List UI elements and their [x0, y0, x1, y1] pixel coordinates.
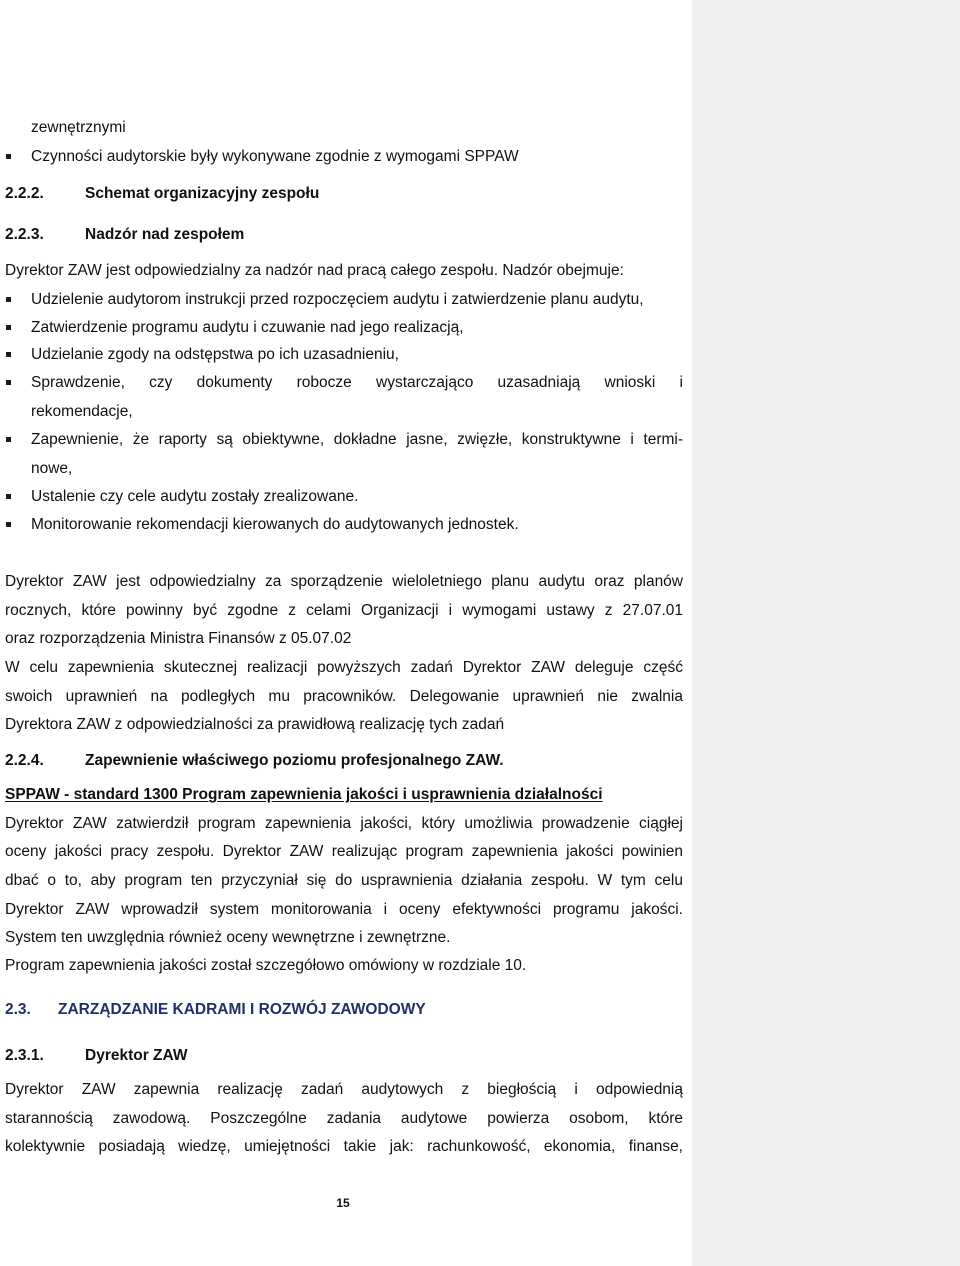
- paragraph-line: oraz rozporządzenia Ministra Finansów z 05.07.02: [5, 630, 352, 647]
- paragraph-line: Dyrektora ZAW z odpowiedzialności za prawidłową realizację tych zadań: [5, 716, 505, 733]
- paragraph-line: Program zapewnienia jakości został szczegółowo omówiony w rozdziale 10.: [5, 957, 527, 974]
- page-number: 15: [336, 1196, 350, 1210]
- paragraph-line: Dyrektor ZAW zatwierdził program zapewnienia jakości, który umożliwia prowadzenie ciągłej: [5, 815, 683, 832]
- list-item-continuation: rekomendacje,: [31, 403, 133, 420]
- bullet-icon: [6, 352, 11, 357]
- list-item: Zapewnienie, że raporty są obiektywne, dokładne jasne, zwięzłe, konstruktywne i termi-: [31, 431, 683, 448]
- paragraph-line: Dyrektor ZAW zapewnia realizację zadań audytowych z biegłością i odpowiednią: [5, 1081, 683, 1098]
- section-number: 2.3.1.: [5, 1047, 44, 1064]
- paragraph-line: swoich uprawnień na podległych mu pracowników. Delegowanie uprawnień nie zwalnia: [5, 688, 683, 705]
- section-heading: Zapewnienie właściwego poziomu profesjonalnego ZAW.: [85, 752, 504, 769]
- bullet-icon: [6, 437, 11, 442]
- paragraph-line: Dyrektor ZAW jest odpowiedzialny za nadzór nad pracą całego zespołu. Nadzór obejmuje:: [5, 262, 624, 279]
- paragraph-line: starannością zawodową. Poszczególne zadania audytowe powierza osobom, które: [5, 1110, 683, 1127]
- paragraph-line: rocznych, które powinny być zgodne z celami Organizacji i wymogami ustawy z 27.07.01: [5, 602, 683, 619]
- paragraph-line: oceny jakości pracy zespołu. Dyrektor ZAW realizując program zapewnienia jakości powinien: [5, 843, 683, 860]
- bullet-icon: [6, 325, 11, 330]
- section-number: 2.2.4.: [5, 752, 44, 769]
- section-heading: Dyrektor ZAW: [85, 1047, 188, 1064]
- chapter-heading: ZARZĄDZANIE KADRAMI I ROZWÓJ ZAWODOWY: [58, 1001, 426, 1018]
- list-item: Udzielenie audytorom instrukcji przed rozpoczęciem audytu i zatwierdzenie planu audytu,: [31, 291, 644, 308]
- chapter-number: 2.3.: [5, 1001, 31, 1018]
- list-item: Sprawdzenie, czy dokumenty robocze wystarczająco uzasadniają wnioski i: [31, 374, 683, 391]
- paragraph-line: dbać o to, aby program ten przyczyniał się do usprawnienia działania zespołu. W tym celu: [5, 872, 683, 889]
- continued-list-text: zewnętrznymi: [31, 119, 126, 136]
- list-item: Monitorowanie rekomendacji kierowanych do audytowanych jednostek.: [31, 516, 519, 533]
- bullet-icon: [6, 522, 11, 527]
- paragraph-line: Dyrektor ZAW jest odpowiedzialny za sporządzenie wieloletniego planu audytu oraz planów: [5, 573, 683, 590]
- section-number: 2.2.3.: [5, 226, 44, 243]
- bullet-icon: [6, 494, 11, 499]
- bullet-icon: [6, 154, 11, 159]
- list-item-continuation: nowe,: [31, 460, 73, 477]
- standard-heading: SPPAW - standard 1300 Program zapewnienia jakości i usprawnienia działalności: [5, 786, 603, 803]
- list-item: Zatwierdzenie programu audytu i czuwanie nad jego realizacją,: [31, 319, 464, 336]
- section-heading: Nadzór nad zespołem: [85, 226, 245, 243]
- comment-pane: [692, 0, 960, 1266]
- paragraph-line: Dyrektor ZAW wprowadził system monitorowania i oceny efektywności programu jakości.: [5, 901, 683, 918]
- paragraph-line: System ten uwzględnia również oceny wewnętrzne i zewnętrzne.: [5, 929, 451, 946]
- section-heading: Schemat organizacyjny zespołu: [85, 185, 320, 202]
- section-number: 2.2.2.: [5, 185, 44, 202]
- list-item: Ustalenie czy cele audytu zostały zrealizowane.: [31, 488, 359, 505]
- paragraph-line: W celu zapewnienia skutecznej realizacji powyższych zadań Dyrektor ZAW deleguje część: [5, 659, 683, 676]
- list-item: Udzielanie zgody na odstępstwa po ich uzasadnieniu,: [31, 346, 399, 363]
- paragraph-line: kolektywnie posiadają wiedzę, umiejętności takie jak: rachunkowość, ekonomia, finanse,: [5, 1138, 683, 1155]
- list-item: Czynności audytorskie były wykonywane zgodnie z wymogami SPPAW: [31, 148, 519, 165]
- bullet-icon: [6, 297, 11, 302]
- bullet-icon: [6, 380, 11, 385]
